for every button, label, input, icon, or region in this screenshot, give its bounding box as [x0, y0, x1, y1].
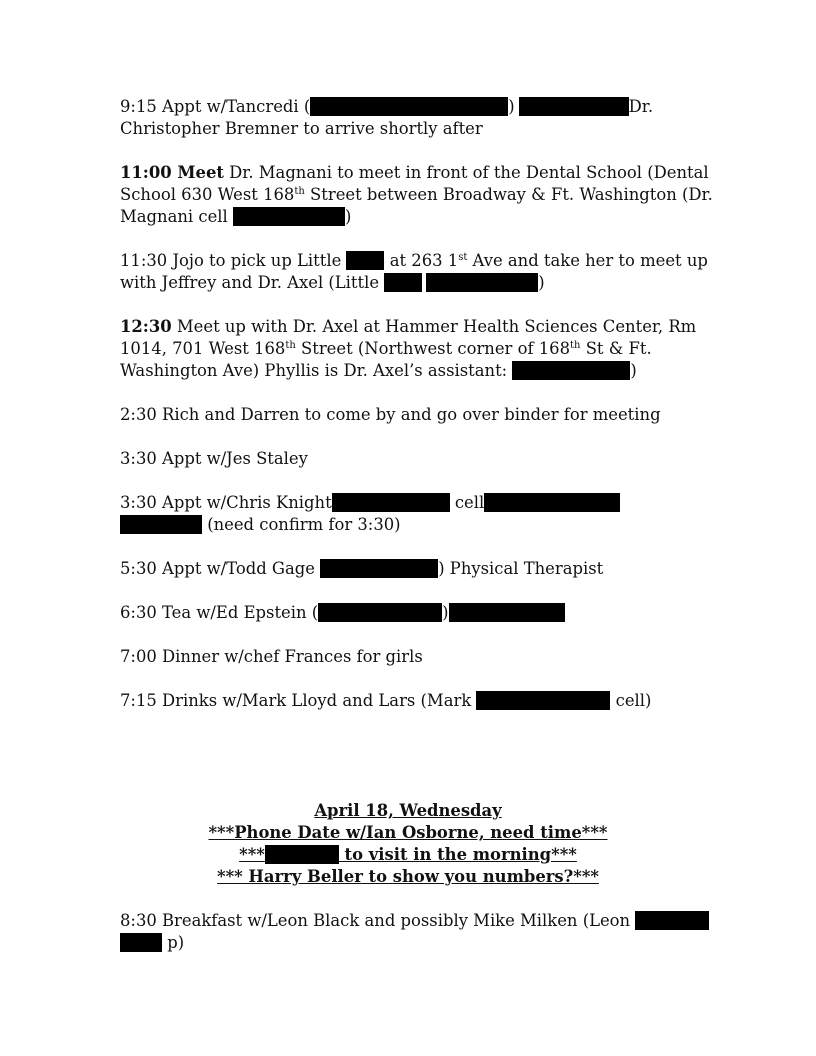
- entry-text: with Jeffrey and Dr. Axel (Little: [120, 273, 385, 292]
- redaction-box: [318, 603, 442, 622]
- date-title: April 18, Wednesday: [314, 801, 502, 820]
- entry-text: Dr.: [628, 97, 654, 116]
- entry-tancredi: [120, 96, 700, 140]
- redaction-box: [476, 691, 610, 710]
- entry-line: [120, 272, 700, 294]
- entry-line: 2:30 Rich and Darren to come by and go over binder for meeting: [120, 405, 661, 424]
- redaction-box: [120, 933, 162, 952]
- entry-line: [120, 316, 700, 338]
- entry-text: 7:15 Drinks w/Mark Lloyd and Lars (Mark: [120, 691, 477, 710]
- entry-line: [120, 96, 700, 118]
- superscript: st: [458, 252, 468, 263]
- entry-line: [120, 184, 713, 206]
- document-page: [120, 96, 713, 976]
- entry-line: [120, 250, 708, 272]
- entry-line: Christopher Bremner to arrive shortly after: [120, 119, 483, 138]
- entry-text: 8:30 Breakfast w/Leon Black and possibly Mike Milken (Leon: [120, 911, 636, 930]
- entry-axel: [120, 316, 700, 382]
- redaction-box: [332, 493, 450, 512]
- entry-text: Street (Northwest corner of 168: [295, 339, 571, 358]
- entry-text: ) Physical Therapist: [438, 559, 604, 578]
- spacer: [120, 734, 700, 800]
- redaction-box: [484, 493, 620, 512]
- redaction-box: [310, 97, 508, 116]
- redaction-box: [120, 515, 202, 534]
- redaction-box: [384, 273, 422, 292]
- redaction-box: [635, 911, 709, 930]
- redaction-box: [346, 251, 384, 270]
- entry-dinner: [120, 646, 700, 668]
- entry-jes-staley: [120, 448, 700, 470]
- entry-text: p): [162, 933, 185, 952]
- entry-text: 1014, 701 West 168: [120, 339, 286, 358]
- entry-line: [120, 910, 700, 932]
- entry-text: cell: [449, 493, 485, 512]
- redaction-box: [233, 207, 345, 226]
- superscript: th: [570, 340, 581, 351]
- entry-text: 3:30 Appt w/Chris Knight: [120, 493, 332, 512]
- redaction-box: [426, 273, 538, 292]
- date-note: ***Phone Date w/Ian Osborne, need time***: [208, 823, 608, 842]
- entry-text: Dr. Magnani to meet in front of the Dental School (Dental: [223, 163, 709, 182]
- entry-chris-knight: [120, 492, 700, 536]
- entry-text: 11:30 Jojo to pick up Little: [120, 251, 347, 270]
- date-note: [120, 844, 696, 866]
- entry-text: ): [442, 603, 449, 622]
- redaction-box: [449, 603, 565, 622]
- entry-time: 12:30: [120, 317, 172, 336]
- entry-line: 3:30 Appt w/Jes Staley: [120, 449, 308, 468]
- superscript: th: [294, 186, 305, 197]
- date-header: [120, 800, 700, 888]
- entry-line: [120, 338, 700, 360]
- entry-text: ): [508, 97, 515, 116]
- entry-magnani: [120, 162, 713, 228]
- entry-rich-darren: [120, 404, 700, 426]
- date-note-text: to visit in the morning***: [338, 845, 577, 864]
- entry-jojo: [120, 250, 708, 294]
- entry-text: 6:30 Tea w/Ed Epstein (: [120, 603, 319, 622]
- entry-line: [120, 558, 700, 580]
- entry-text: 9:15 Appt w/Tancredi (: [120, 97, 311, 116]
- entry-ed-epstein: [120, 602, 700, 624]
- entry-time: 11:00 Meet: [120, 163, 224, 182]
- entry-breakfast: [120, 910, 700, 954]
- entry-drinks: [120, 690, 700, 712]
- redaction-box: [519, 97, 629, 116]
- entry-line: [120, 492, 700, 514]
- entry-text: at 263 1: [384, 251, 459, 270]
- entry-todd-gage: [120, 558, 700, 580]
- entry-line: 7:00 Dinner w/chef Frances for girls: [120, 647, 423, 666]
- date-note-text: ***: [239, 845, 265, 864]
- entry-text: School 630 West 168: [120, 185, 295, 204]
- entry-line: [120, 932, 700, 954]
- redaction-box: [320, 559, 438, 578]
- entry-text: Magnani cell: [120, 207, 233, 226]
- entry-text: ): [538, 273, 545, 292]
- entry-text: St & Ft.: [580, 339, 652, 358]
- entry-line: [120, 206, 700, 228]
- entry-text: Street between Broadway & Ft. Washington (Dr.: [304, 185, 713, 204]
- superscript: th: [285, 340, 296, 351]
- entry-text: ): [344, 207, 352, 226]
- redaction-box: [265, 845, 339, 864]
- entry-line: [120, 162, 709, 184]
- redaction-box: [512, 361, 630, 380]
- entry-text: Washington Ave) Phyllis is Dr. Axel’s assistant:: [120, 361, 513, 380]
- entry-text: Ave and take her to meet up: [467, 251, 708, 270]
- entry-text: cell): [610, 691, 652, 710]
- entry-line: [120, 360, 700, 382]
- date-note: *** Harry Beller to show you numbers?***: [217, 867, 599, 886]
- entry-line: [120, 690, 700, 712]
- entry-text: (need confirm for 3:30): [202, 515, 401, 534]
- entry-text: ): [630, 361, 637, 380]
- entry-text: 5:30 Appt w/Todd Gage: [120, 559, 321, 578]
- entry-text: Meet up with Dr. Axel at Hammer Health Sciences Center, Rm: [171, 317, 697, 336]
- entry-line: [120, 602, 700, 624]
- entry-line: [120, 514, 700, 536]
